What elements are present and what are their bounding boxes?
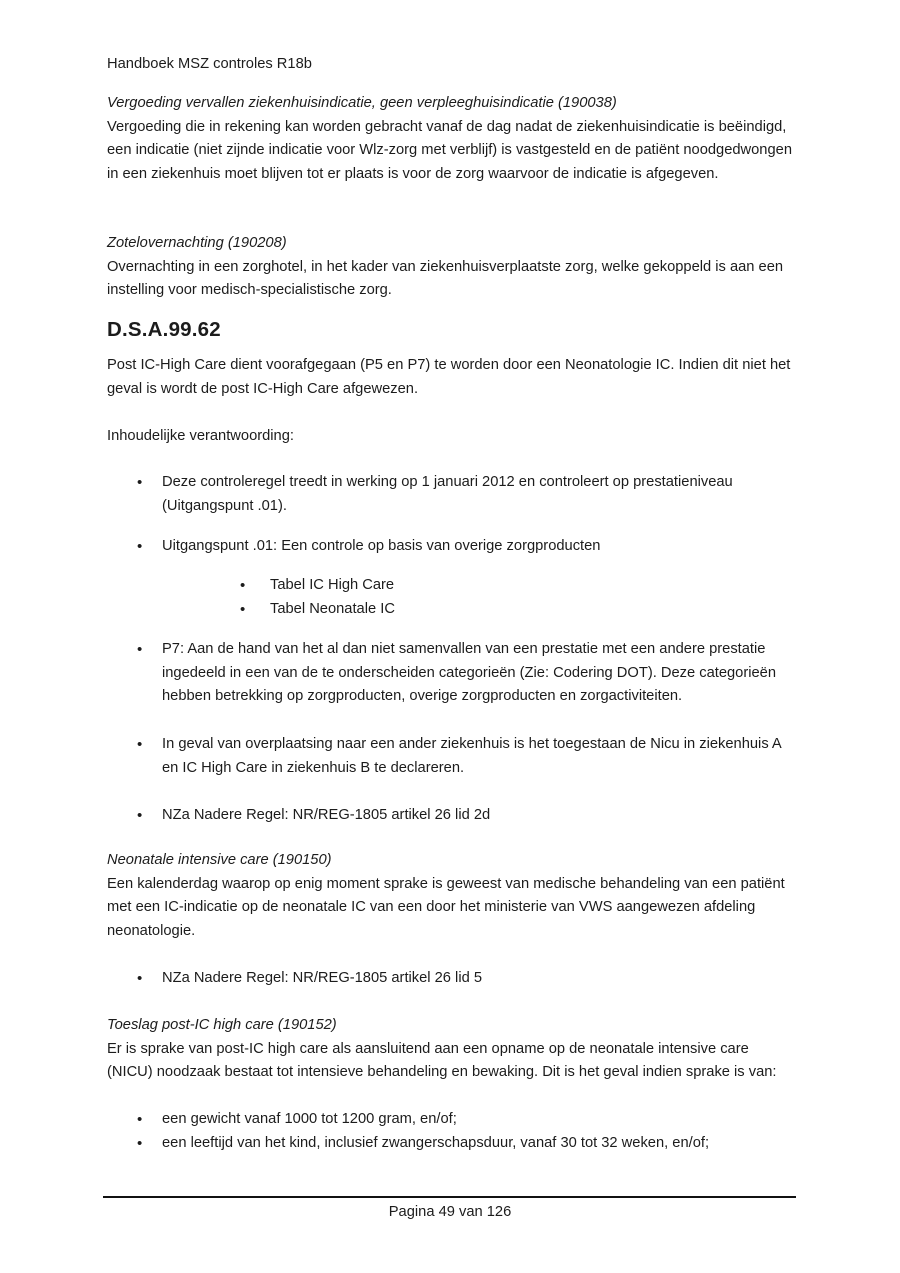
topic-body-190208: Overnachting in een zorghotel, in het kader van ziekenhuisverplaatste zorg, welke gekoppeld is aan een instelling voor medisch-specialistische zorg. <box>107 258 784 299</box>
rule-intro: Post IC-High Care dient voorafgegaan (P5 en P7) te worden door een Neonatologie IC. Indien dit niet het geval is wordt de post IC-High Care afgewezen. <box>107 357 791 397</box>
sub-bullet-item-table-ic-high-care: • Tabel IC High Care <box>107 574 797 598</box>
footer-page-number: Pagina 49 van 126 <box>388 1204 512 1220</box>
topic-title-190150: Neonatale intensive care (190150) <box>107 852 332 868</box>
topic-body-190150: Een kalenderdag waarop op enig moment sprake is geweest van medische behandeling van een patiënt met een IC-indicatie op de neonatale IC van een door het ministerie van VWS aangewezen afdeling neonatologie. <box>107 875 785 939</box>
section-190152 <box>107 1014 797 1085</box>
sub-bullet-list <box>107 574 797 621</box>
topic-body-190038: Vergoeding die in rekening kan worden gebracht vanaf de dag nadat de ziekenhuisindicatie is beëindigd, een indicatie (niet zijnde indicatie voor Wlz-zorg met verblijf) is vastgesteld en de patiënt noodgedwongen in een ziekenhuis moet blijven tot er plaats is voor de zorg waarvoor de indicatie is afgegeven. <box>107 118 792 182</box>
bullet-item-b2: • Uitgangspunt .01: Een controle op basis van overige zorgproducten <box>107 535 797 559</box>
topic-title-190038: Vergoeding vervallen ziekenhuisindicatie, geen verpleeghuisindicatie (190038) <box>107 95 617 111</box>
topic-body-190152: Er is sprake van post-IC high care als aansluitend aan een opname op de neonatale intensive care (NICU) noodzaak bestaat tot intensieve behandeling en bewaking. Dit is het geval indien sprake is van: <box>107 1040 777 1081</box>
sub-bullet-item-table-neonatale-ic: • Tabel Neonatale IC <box>107 598 797 622</box>
justification-label: Inhoudelijke verantwoording: <box>107 428 294 444</box>
section-190038 <box>107 92 797 186</box>
running-header: Handboek MSZ controles R18b <box>107 56 312 72</box>
criteria-bullet-list <box>107 1108 797 1155</box>
bullet-item-weight: • een gewicht vanaf 1000 tot 1200 gram, en/of; <box>107 1108 797 1132</box>
topic-title-190152: Toeslag post-IC high care (190152) <box>107 1017 337 1033</box>
bullet-item-b5: • NZa Nadere Regel: NR/REG-1805 artikel 26 lid 2d <box>107 804 797 828</box>
bullet-item-b3: • P7: Aan de hand van het al dan niet samenvallen van een prestatie met een andere prestatie ingedeeld in een van de te onderscheiden categorieën (Zie: Codering DOT). Deze categorieën hebben betrekking op zorgproducten, overige zorgproducten en zorgactiviteiten. <box>107 638 797 709</box>
rule-heading-dsa9962: D.S.A.99.62 <box>107 318 221 341</box>
footer-divider <box>103 1196 796 1198</box>
section-190208 <box>107 232 797 303</box>
bullet-item-190150-nza: • NZa Nadere Regel: NR/REG-1805 artikel 26 lid 5 <box>107 967 797 991</box>
bullet-item-b1: • Deze controleregel treedt in werking op 1 januari 2012 en controleert op prestatieniveau (Uitgangspunt .01). <box>107 471 797 518</box>
bullet-item-age: • een leeftijd van het kind, inclusief zwangerschapsduur, vanaf 30 tot 32 weken, en/of; <box>107 1132 797 1156</box>
topic-title-190208: Zotelovernachting (190208) <box>107 235 287 251</box>
bullet-item-b4: • In geval van overplaatsing naar een ander ziekenhuis is het toegestaan de Nicu in ziekenhuis A en IC High Care in ziekenhuis B te declareren. <box>107 733 797 780</box>
section-190150 <box>107 849 797 943</box>
